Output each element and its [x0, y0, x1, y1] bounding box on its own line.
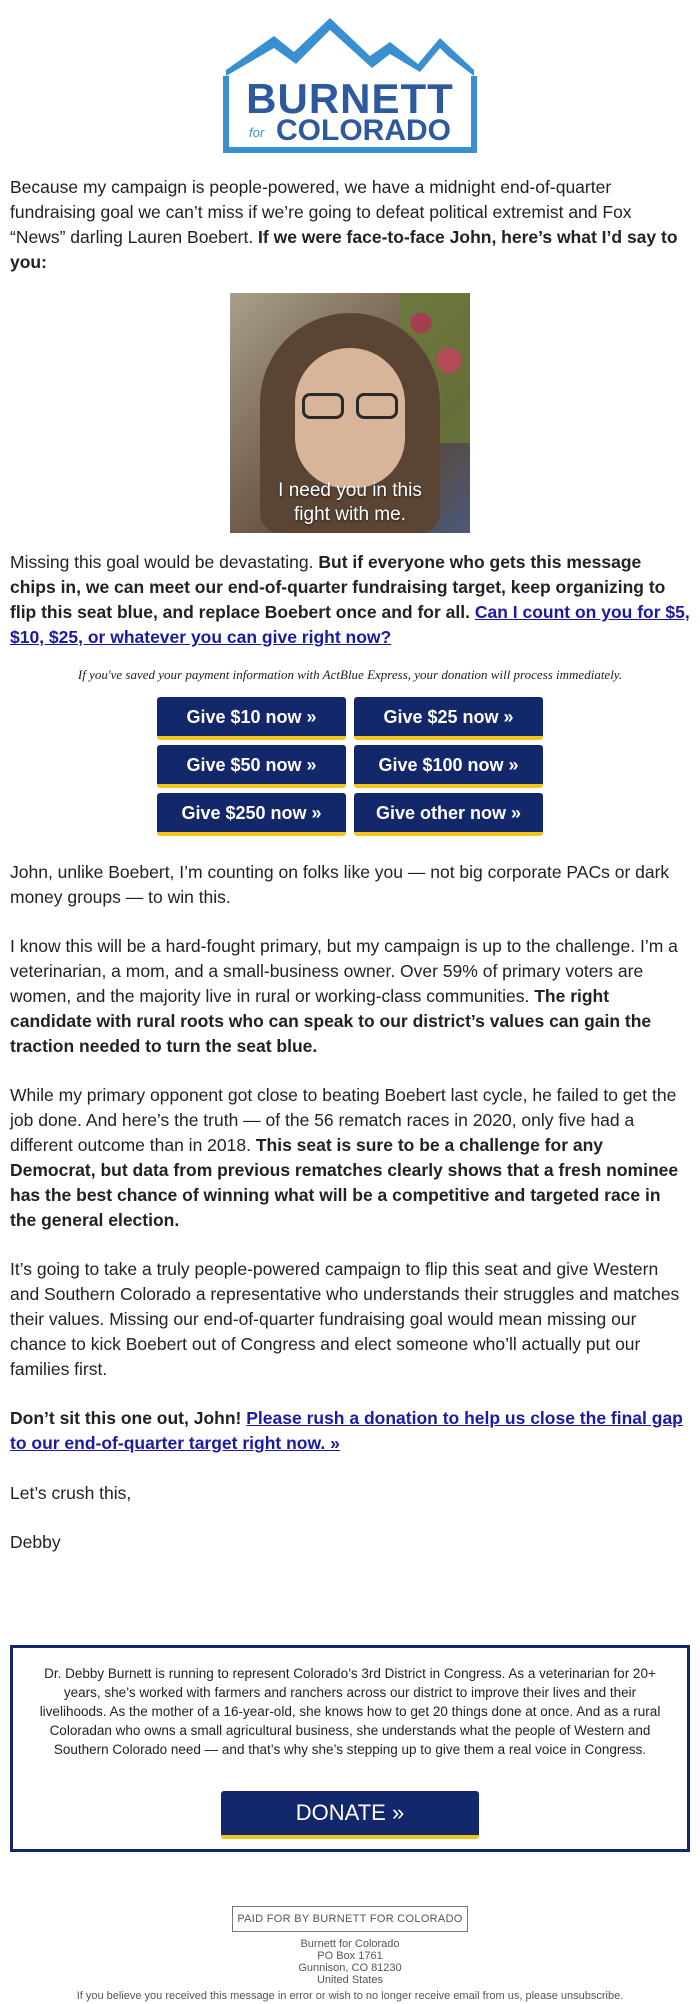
paragraph-1: John, unlike Boebert, I’m counting on folks like you — not big corporate PACs or dark money groups — to win this.	[10, 862, 670, 907]
paragraph-2-bold: The right candidate with rural roots who can speak to our district’s values can gain the traction needed to turn the seat blue.	[10, 986, 652, 1056]
paragraph-5	[10, 1406, 690, 1456]
give-250-button[interactable]: Give $250 now »	[157, 793, 346, 836]
address-line-4: United States	[316, 1974, 384, 1986]
paragraph-2	[10, 934, 690, 1059]
video-thumbnail[interactable]	[230, 293, 470, 533]
logo-burnett-text: BURNETT	[246, 75, 454, 122]
intro-text: Because my campaign is people-powered, we have a midnight end-of-quarter fundraising goal we can’t miss if we’re going to defeat political extremist and Fox “News” darling Lauren Boebert.	[10, 177, 632, 247]
campaign-logo	[222, 12, 478, 154]
paragraph-3	[10, 1083, 690, 1233]
unsubscribe-notice: If you believe you received this message in error or wish to no longer receive email from us, please unsubscribe.	[76, 1990, 624, 2002]
paid-for-box: PAID FOR BY BURNETT FOR COLORADO	[232, 1906, 468, 1932]
logo-for-text: for	[249, 125, 265, 140]
paragraph-3-text: While my primary opponent got close to beating Boebert last cycle, he failed to get the job done. And here’s the truth — of the 56 rematch races in 2020, only five had a different outcome than in 2018.	[10, 1085, 677, 1155]
signoff: Let’s crush this,	[10, 1483, 132, 1503]
ask-bold: But if everyone who gets this message chips in, we can meet our end-of-quarter fundraising target, keep organizing to flip this seat blue, and replace Boebert once and for all.	[10, 552, 666, 622]
intro-bold: If we were face-to-face John, here’s what I’d say to you:	[10, 227, 678, 272]
bio-text: Dr. Debby Burnett is running to represent Colorado’s 3rd District in Congress. As a veterinarian for 20+ years, she’s worked with farmers and ranchers across our district to improve their lives and their livelihoods. As the mother of a 16-year-old, she knows how to get 20 things done at once. And as a rural Coloradan who owns a small agricultural business, she understands what the people of Western and Southern Colorado need — and that’s why she’s stepping up to give them a real voice in Congress.	[39, 1666, 661, 1757]
intro-paragraph	[10, 175, 690, 275]
give-100-button[interactable]: Give $100 now »	[354, 745, 543, 788]
ask-text: Missing this goal would be devastating.	[10, 552, 319, 572]
donate-button[interactable]: DONATE »	[221, 1791, 479, 1839]
paragraph-5-bold: Don’t sit this one out, John!	[10, 1408, 242, 1428]
give-25-button[interactable]: Give $25 now »	[354, 697, 543, 740]
paragraph-2-text: I know this will be a hard-fought primary, but my campaign is up to the challenge. I’m a veterinarian, a mom, and a small-business owner. Over 59% of primary voters are women, and the majority live in rural or working-class communities.	[10, 936, 678, 1006]
address-line-3: Gunnison, CO 81230	[298, 1962, 402, 1974]
video-caption-line2: fight with me.	[294, 504, 406, 525]
video-caption-line1: I need you in this	[278, 480, 422, 501]
logo-colorado-text: COLORADO	[276, 114, 451, 147]
address-line-2: PO Box 1761	[317, 1950, 383, 1962]
ask-paragraph	[10, 550, 690, 650]
bio-box	[10, 1645, 690, 1852]
address-line-1: Burnett for Colorado	[300, 1938, 400, 1950]
rush-donation-link[interactable]: Please rush a donation to help us close the final gap to our end-of-quarter target right now. »	[10, 1408, 683, 1453]
paragraph-4: It’s going to take a truly people-powered campaign to flip this seat and give Western and Southern Colorado a representative who understands their struggles and matches their values. Missing our end-of-quarter fundraising goal would mean missing our chance to kick Boebert out of Congress and elect someone who’ll actually put our families first.	[10, 1259, 680, 1379]
paragraph-3-bold: This seat is sure to be a challenge for any Democrat, but data from previous rematches clearly shows that a fresh nominee has the best chance of winning what will be a competitive and targeted race in the general election.	[10, 1135, 679, 1230]
give-other-button[interactable]: Give other now »	[354, 793, 543, 836]
glasses-icon	[302, 393, 398, 419]
give-10-button[interactable]: Give $10 now »	[157, 697, 346, 740]
actblue-express-note: If you've saved your payment information with ActBlue Express, your donation will process immediately.	[77, 667, 623, 682]
give-50-button[interactable]: Give $50 now »	[157, 745, 346, 788]
ask-link[interactable]: Can I count on you for $5, $10, $25, or whatever you can give right now?	[10, 602, 690, 647]
signature: Debby	[10, 1532, 61, 1552]
